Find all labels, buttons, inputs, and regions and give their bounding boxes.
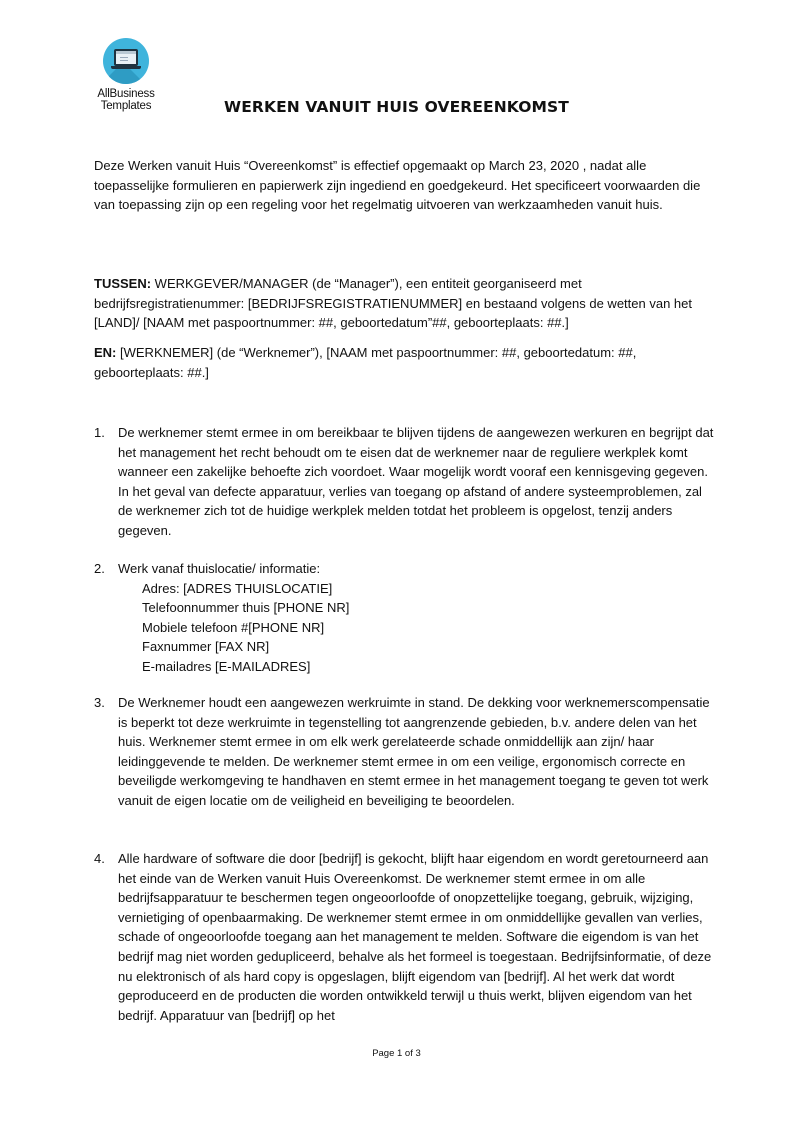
- tussen-label: TUSSEN:: [94, 276, 152, 291]
- list-number: 4.: [94, 851, 105, 866]
- document-title: WERKEN VANUIT HUIS OVEREENKOMST: [224, 98, 569, 116]
- list-item: [94, 693, 714, 811]
- list-text: De werknemer stemt ermee in om bereikbaar te blijven tijdens de aangewezen werkuren en begrijpt dat het management het recht behoudt om te eisen dat de werknemer naar de reguliere werkplek komt wanneer een zakelijke behoefte zich voordoet. Waar mogelijk wordt vooraf een kennisgeving gegeven. In het geval van defecte apparatuur, verlies van toegang op afstand of andere systeemproblemen, zal de werknemer zich tot de huidige werkplek melden totdat het probleem is opgelost, tenzij anders gegeven.: [118, 425, 714, 538]
- logo-line-2: Templates: [100, 100, 152, 112]
- laptop-icon: [103, 38, 149, 84]
- list-item: [94, 849, 714, 1025]
- list-number: 1.: [94, 425, 105, 440]
- party-en: [94, 343, 714, 382]
- list-item: [94, 559, 714, 677]
- list-text: Alle hardware of software die door [bedrijf] is gekocht, blijft haar eigendom en wordt geretourneerd aan het einde van de Werken vanuit Huis Overeenkomst. De werknemer stemt ermee in om alle bedrijfsapparatuur te beschermen tegen ongeoorloofde of onopzettelijke toegang, gebruik, wijziging, vernietiging of openbaarmaking. De werknemer stemt ermee in om onmiddellijke gevallen van verlies, schade of ongeoorloofde toegang aan het management te melden. Software die eigendom is van het bedrijf mag niet worden gedupliceerd, behalve als het formeel is toegestaan. Bedrijfsinformatie, of deze nu elektronisch of als hard copy is opgeslagen, blijft eigendom van [bedrijf]. Al het werk dat wordt geproduceerd en de producten die worden ontwikkeld terwijl u thuis werkt, blijven eigendom van het bedrijf. Apparatuur van [bedrijf] op het: [118, 851, 712, 1023]
- email-line: E-mailadres [E-MAILADRES]: [142, 658, 311, 674]
- intro-paragraph: Deze Werken vanuit Huis “Overeenkomst” is effectief opgemaakt op March 23, 2020 , nadat alle toepasselijke formulieren en papierwerk zijn ingediend en goedgekeurd. Het specificeert voorwaarden die van toepassing zijn op een regeling voor het regelmatig uitvoeren van werkzaamheden vanuit huis.: [94, 158, 701, 213]
- home-phone-line: Telefoonnummer thuis [PHONE NR]: [142, 600, 350, 616]
- address-line: Adres: [ADRES THUISLOCATIE]: [142, 580, 333, 596]
- tussen-text: WERKGEVER/MANAGER (de “Manager”), een entiteit georganiseerd met bedrijfsregistratienummer: [BEDRIJFSREGISTRATIENUMMER] en bestaand volgens de wetten van het [LAND]/ [NAAM met paspoortnummer: ##, geboortedatum”##, geboorteplaats: ##.]: [94, 276, 692, 331]
- list-number: 2.: [94, 561, 105, 576]
- page-number: Page 1 of 3: [372, 1048, 421, 1059]
- party-tussen: [94, 274, 714, 333]
- mobile-phone-line: Mobiele telefoon #[PHONE NR]: [142, 619, 325, 635]
- list-item: [94, 423, 714, 541]
- list-text: Werk vanaf thuislocatie/ informatie:: [118, 561, 321, 576]
- fax-line: Faxnummer [FAX NR]: [142, 639, 270, 655]
- logo-line-1: AllBusiness: [97, 88, 155, 100]
- en-text: [WERKNEMER] (de “Werknemer”), [NAAM met paspoortnummer: ##, geboortedatum: ##, geboorteplaats: ##.]: [94, 345, 637, 380]
- en-label: EN:: [94, 345, 117, 360]
- list-number: 3.: [94, 695, 105, 710]
- list-text: De Werknemer houdt een aangewezen werkruimte in stand. De dekking voor werknemerscompensatie is beperkt tot deze werkruimte in tegenstelling tot aangrenzende gebieden, b.v. andere delen van het huis. Werknemer stemt ermee in om elk werk gerelateerde schade onmiddellijk aan zijn/ haar leidinggevende te melden. De werknemer stemt ermee in om een veilige, ergonomisch correcte en beveiligde werkomgeving te handhaven en stemt ermee in het management toegang te geven tot werk vanuit de eigen locatie om de veiligheid en beveiliging te beoordelen.: [118, 695, 710, 808]
